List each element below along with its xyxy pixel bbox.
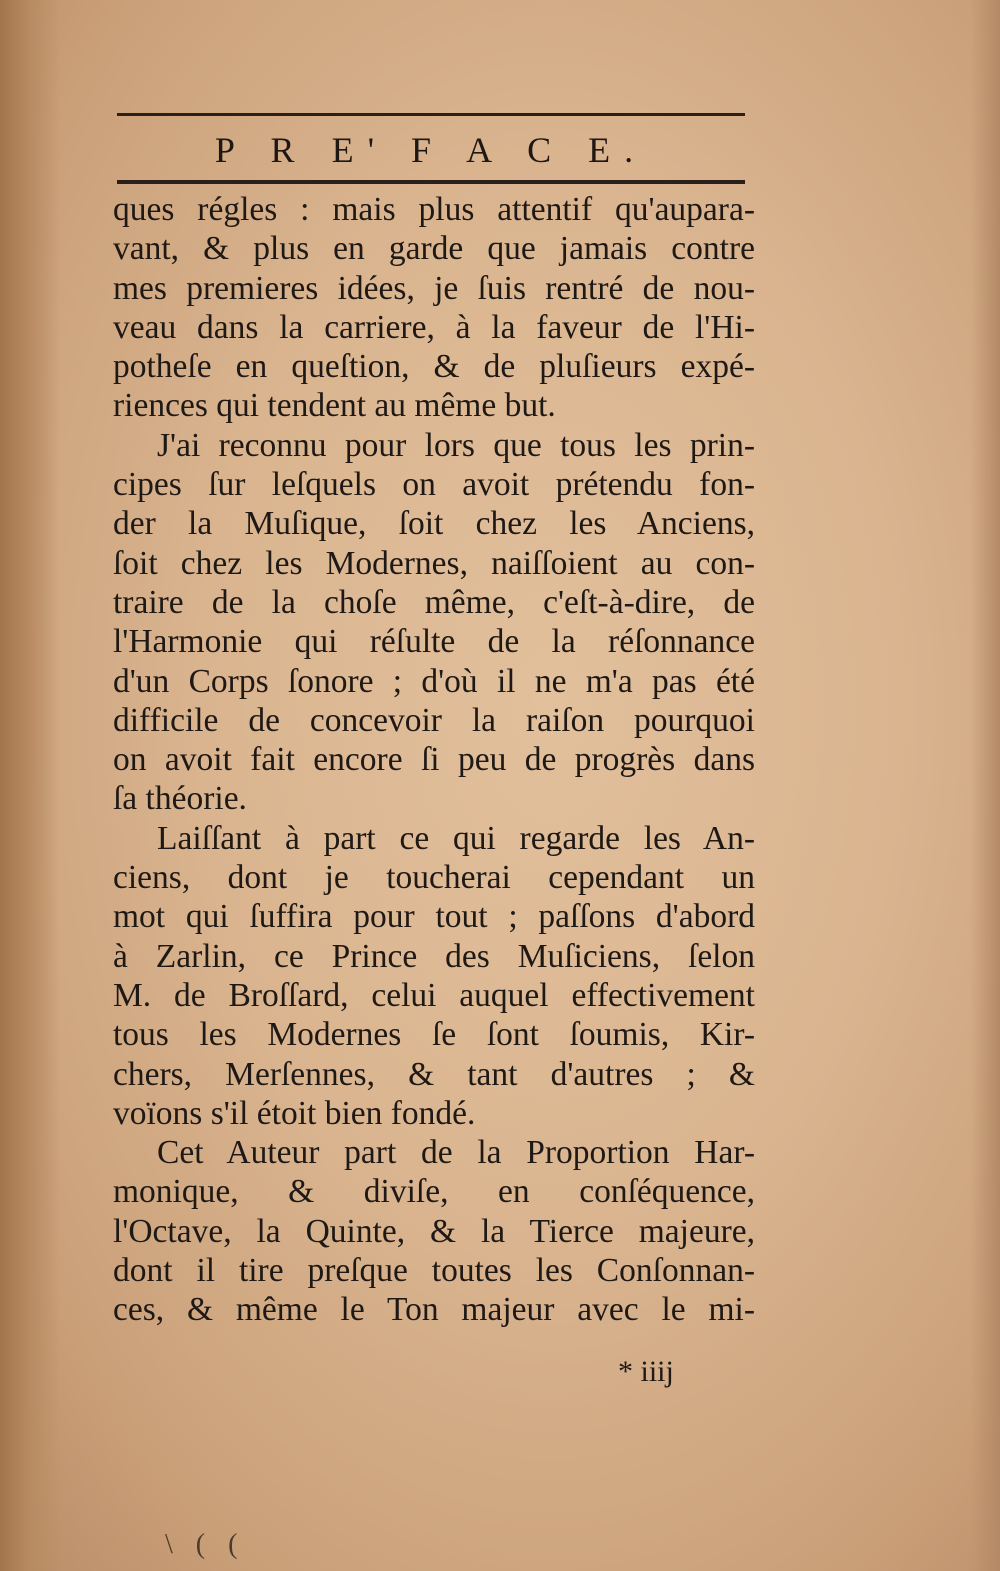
text-line: der la Muſique, ſoit chez les Anciens, [113,505,755,543]
text-line: dont il tire preſque toutes les Conſonnan- [113,1252,755,1290]
text-line: potheſe en queſtion, & de pluſieurs expé- [113,348,755,386]
signature-catchword: * iiij [618,1355,674,1388]
text-line: ces, & même le Ton majeur avec le mi- [113,1291,755,1329]
text-line: J'ai reconnu pour lors que tous les prin- [157,426,755,464]
header-rule-top [117,113,745,116]
text-line: Cet Auteur part de la Proportion Har- [157,1134,755,1172]
text-line: cipes ſur leſquels on avoit prétendu fon- [113,466,755,504]
text-line: mot qui ſuffira pour tout ; paſſons d'abord [113,898,755,936]
page-edge-shadow-left [0,0,60,1571]
text-line: on avoit fait encore ſi peu de progrès dans [113,741,755,779]
text-line: riences qui tendent au même but. [113,387,556,425]
text-line: l'Octave, la Quinte, & la Tierce majeure, [113,1212,755,1250]
text-line: voïons s'il étoit bien fondé. [113,1094,476,1132]
running-head: P R E' F A C E. [214,130,648,170]
text-line: à Zarlin, ce Prince des Muſiciens, ſelon [113,937,755,975]
text-line: d'un Corps ſonore ; d'où il ne m'a pas été [113,662,755,700]
text-line: M. de Broſſard, celui auquel effectivement [113,976,755,1014]
text-line: monique, & diviſe, en conſéquence, [113,1173,755,1211]
text-line: Laiſſant à part ce qui regarde les An- [157,819,755,857]
text-line: ques régles : mais plus attentif qu'aupara- [113,191,755,228]
text-line: chers, Merſennes, & tant d'autres ; & [113,1055,755,1093]
stray-ink-marks: \ ( ( [165,1529,246,1560]
header-rule-bottom [117,180,745,184]
text-line: ſa théorie. [113,780,247,818]
page-edge-shadow-right [970,0,1000,1571]
body-text [113,190,755,1330]
text-line: mes premieres idées, je ſuis rentré de nou- [113,269,755,307]
text-line: ſoit chez les Modernes, naiſſoient au con- [113,544,755,582]
text-line: traire de la choſe même, c'eſt-à-dire, de [113,583,755,621]
text-line: vant, & plus en garde que jamais contre [113,230,755,268]
text-line: veau dans la carriere, à la faveur de l'Hi- [113,308,755,346]
text-line: tous les Modernes ſe ſont ſoumis, Kir- [113,1016,755,1054]
text-line: difficile de concevoir la raiſon pourquoi [113,701,755,739]
text-line: l'Harmonie qui réſulte de la réſonnance [113,623,755,661]
text-line: ciens, dont je toucherai cependant un [113,859,755,897]
